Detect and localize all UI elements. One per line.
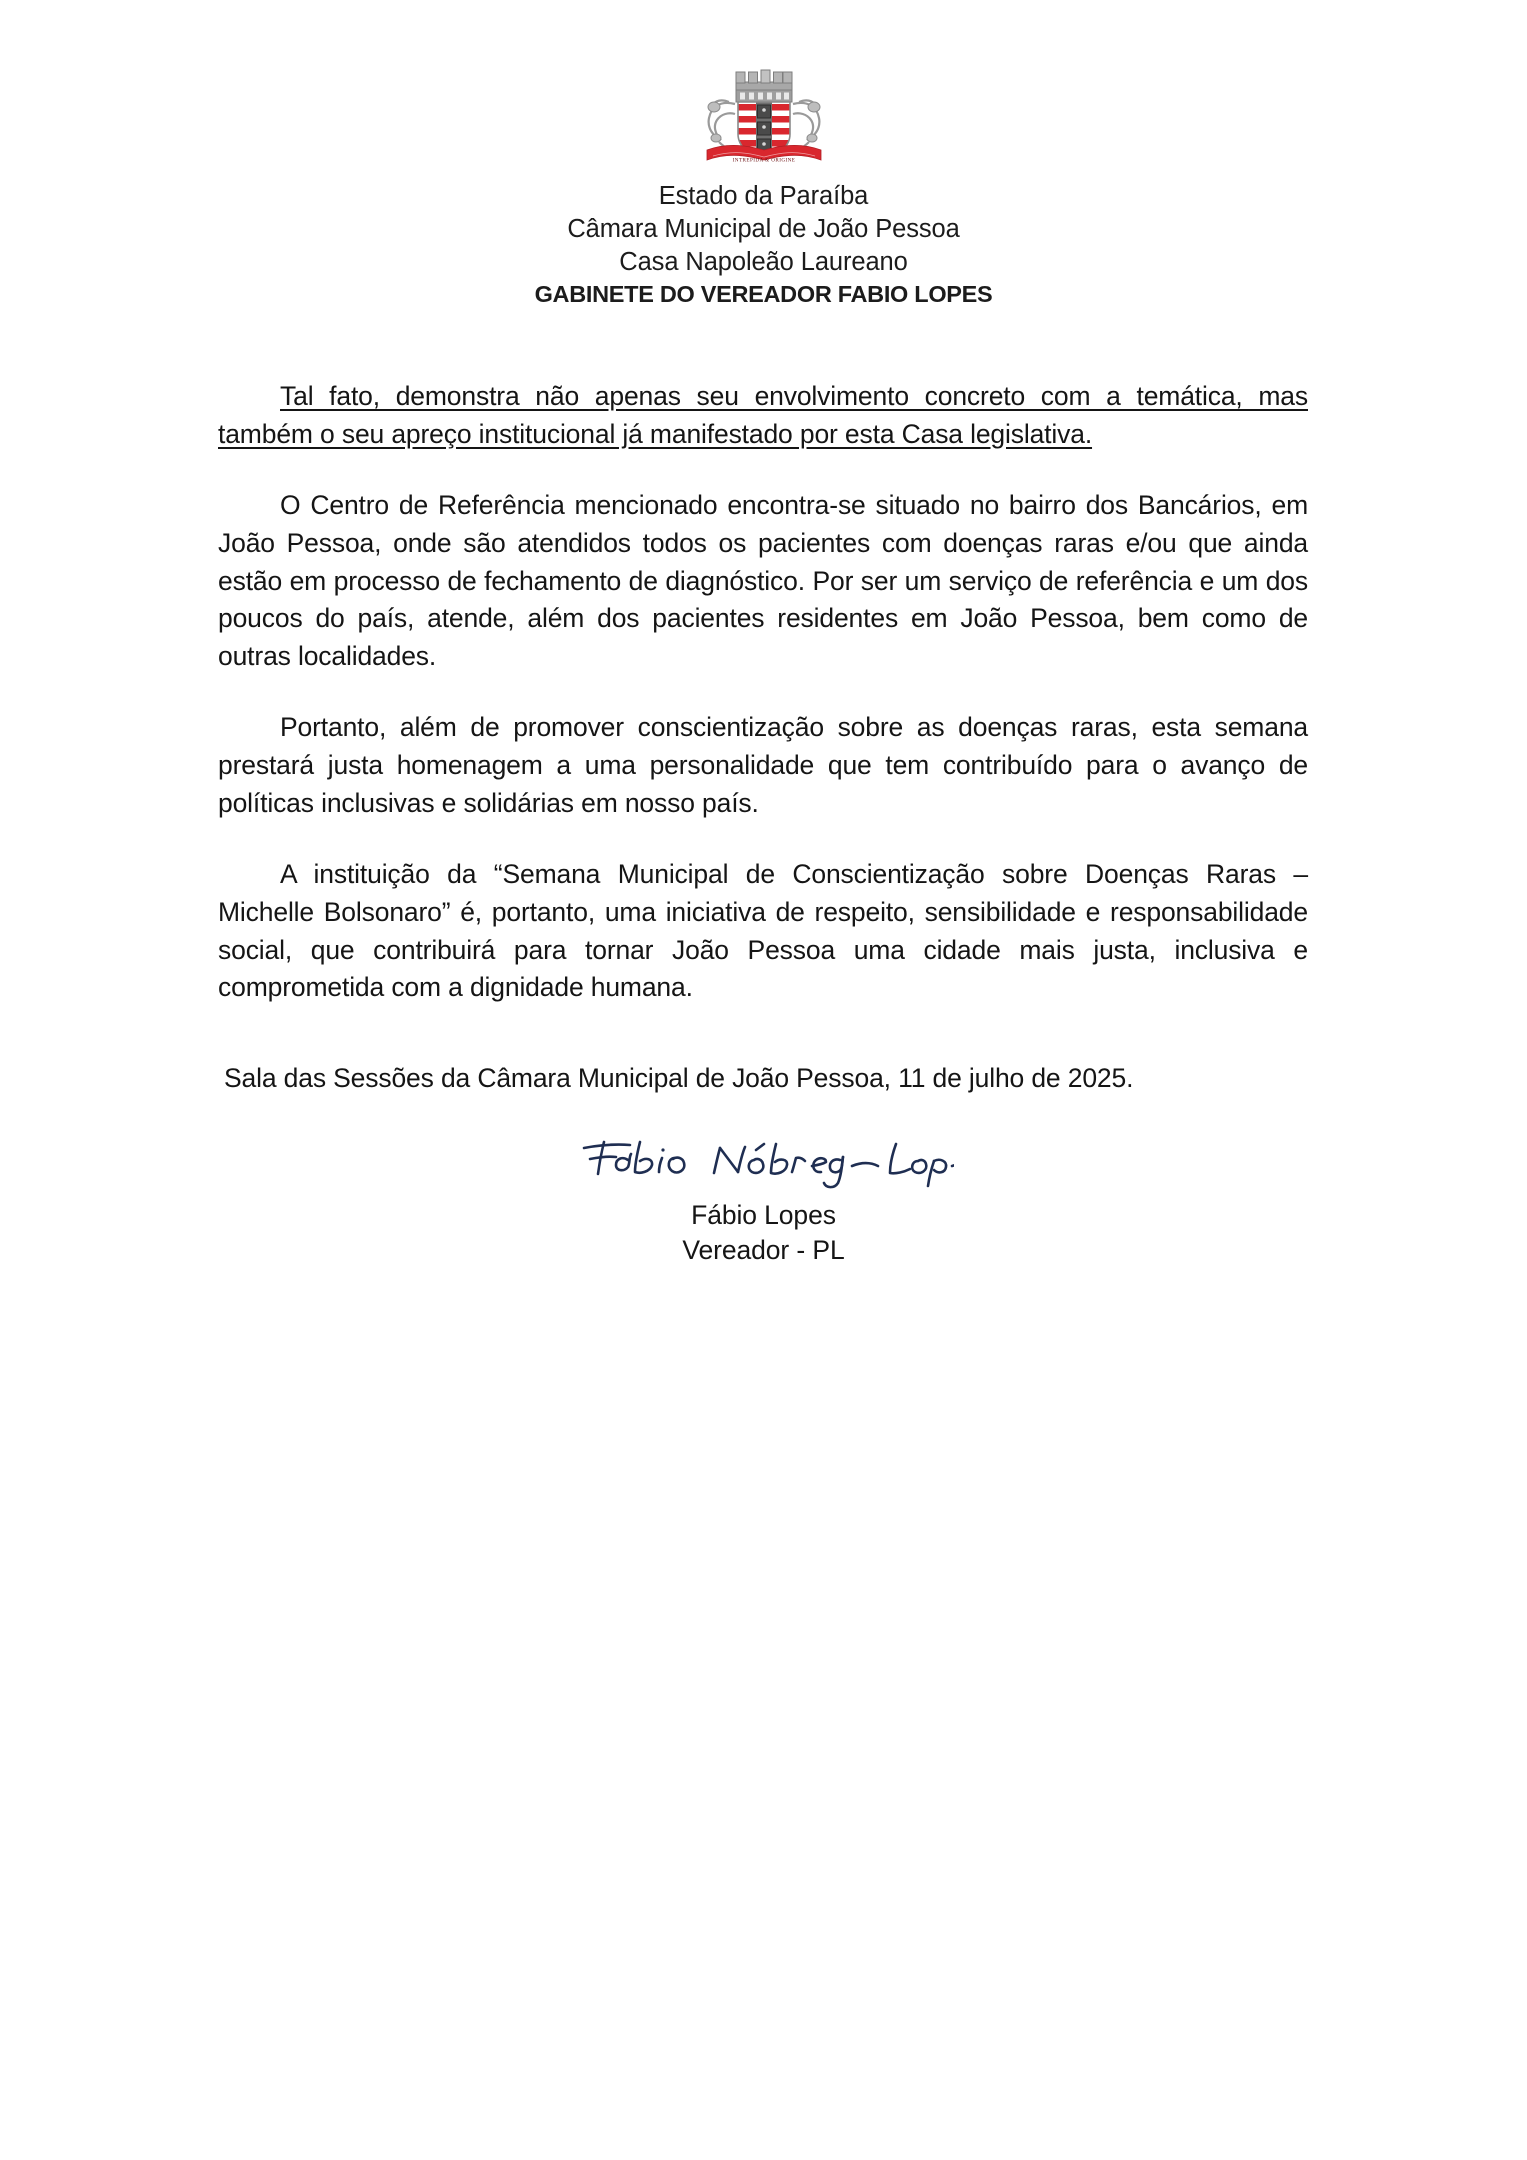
header-line-house: Casa Napoleão Laureano xyxy=(619,248,908,277)
paragraph: Tal fato, demonstra não apenas seu envolvimento concreto com a temática, mas também o seu apreço institucional já manifestado por esta Casa legislativa. xyxy=(218,381,1308,449)
paragraph: A instituição da “Semana Municipal de Conscientização sobre Doenças Raras – Michelle Bolsonaro” é, portanto, uma iniciativa de respeito, sensibilidade e responsabilidade social, que contribuirá para tornar João Pessoa uma cidade mais justa, inclusiva e comprometida com a dignidade humana. xyxy=(218,859,1308,1003)
paragraph: Portanto, além de promover conscientização sobre as doenças raras, esta semana prestará justa homenagem a uma personalidade que tem contribuído para o avanço de políticas inclusivas e solidárias em nosso país. xyxy=(218,712,1308,818)
coat-of-arms-icon xyxy=(689,60,839,170)
closing-date-line: Sala das Sessões da Câmara Municipal de João Pessoa, 11 de julho de 2025. xyxy=(224,1063,1134,1093)
header-line-state: Estado da Paraíba xyxy=(658,182,869,210)
mural-crown xyxy=(736,70,792,102)
document-body xyxy=(218,378,1308,1007)
signatory-role: Vereador - PL xyxy=(682,1234,845,1265)
paragraph: O Centro de Referência mencionado encontra-se situado no bairro dos Bancários, em João Pessoa, onde são atendidos todos os pacientes com doenças raras e/ou que ainda estão em processo de fechamento de diagnóstico. Por ser um serviço de referência e um dos poucos do país, atende, além dos pacientes residentes em João Pessoa, bem como de outras localidades. xyxy=(218,490,1308,671)
signature-names xyxy=(0,1198,1527,1268)
svg-text:INTREPIDA & ORIGINE: INTREPIDA & ORIGINE xyxy=(732,157,795,164)
header-text xyxy=(0,180,1527,310)
header-line-chamber: Câmara Municipal de João Pessoa xyxy=(567,215,960,244)
signatory-name: Fábio Lopes xyxy=(691,1200,836,1230)
header-line-office: GABINETE DO VEREADOR FABIO LOPES xyxy=(534,281,993,308)
signature-block xyxy=(0,1128,1527,1268)
handwritten-signature-icon xyxy=(574,1128,954,1194)
document-header xyxy=(0,60,1527,310)
